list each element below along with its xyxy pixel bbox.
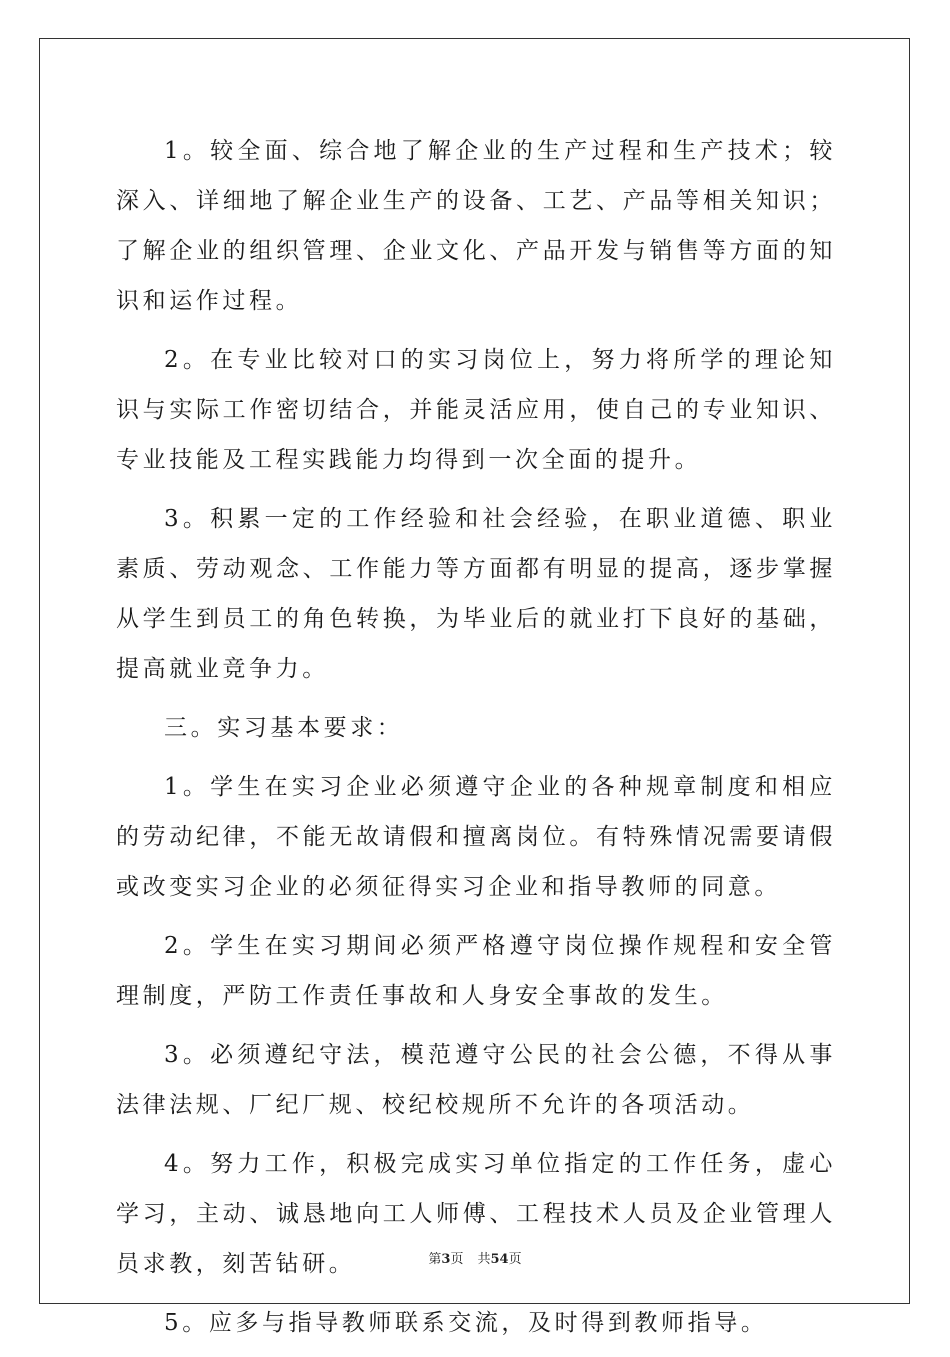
paragraph: 1。学生在实习企业必须遵守企业的各种规章制度和相应的劳动纪律，不能无故请假和擅离岗位。有特殊情况需要请假或改变实习企业的必须征得实习企业和指导教师的同意。: [116, 774, 836, 900]
page-footer: [0, 1248, 950, 1267]
paragraph: 4。努力工作，积极完成实习单位指定的工作任务，虚心学习，主动、诚恳地向工人师傅、工程技术人员及企业管理人员求教，刻苦钻研。: [116, 1151, 836, 1277]
paragraph: 5。应多与指导教师联系交流，及时得到教师指导。: [164, 1310, 768, 1336]
page-suffix: 页: [450, 1252, 464, 1267]
total-suffix: 页: [508, 1252, 522, 1267]
paragraph: 1。较全面、综合地了解企业的生产过程和生产技术；较深入、详细地了解企业生产的设备、工艺、产品等相关知识；了解企业的组织管理、企业文化、产品开发与销售等方面的知识和运作过程。: [116, 138, 836, 314]
page-prefix: 第: [428, 1252, 442, 1267]
paragraph: 2。在专业比较对口的实习岗位上，努力将所学的理论知识与实际工作密切结合，并能灵活应用，使自己的专业知识、专业技能及工程实践能力均得到一次全面的提升。: [116, 347, 836, 473]
paragraph: 3。积累一定的工作经验和社会经验，在职业道德、职业素质、劳动观念、工作能力等方面都有明显的提高，逐步掌握从学生到员工的角色转换，为毕业后的就业打下良好的基础，提高就业竞争力。: [116, 506, 836, 682]
document-body: [116, 126, 836, 1357]
paragraph: 2。学生在实习期间必须严格遵守岗位操作规程和安全管理制度，严防工作责任事故和人身安全事故的发生。: [116, 933, 836, 1009]
section-heading: 三。实习基本要求：: [164, 715, 404, 741]
paragraph: 3。必须遵纪守法，模范遵守公民的社会公德，不得从事法律法规、厂纪厂规、校纪校规所不允许的各项活动。: [116, 1042, 836, 1118]
page-number: 3: [441, 1252, 451, 1267]
total-pages: 54: [490, 1252, 509, 1267]
total-prefix: 共: [477, 1252, 491, 1267]
